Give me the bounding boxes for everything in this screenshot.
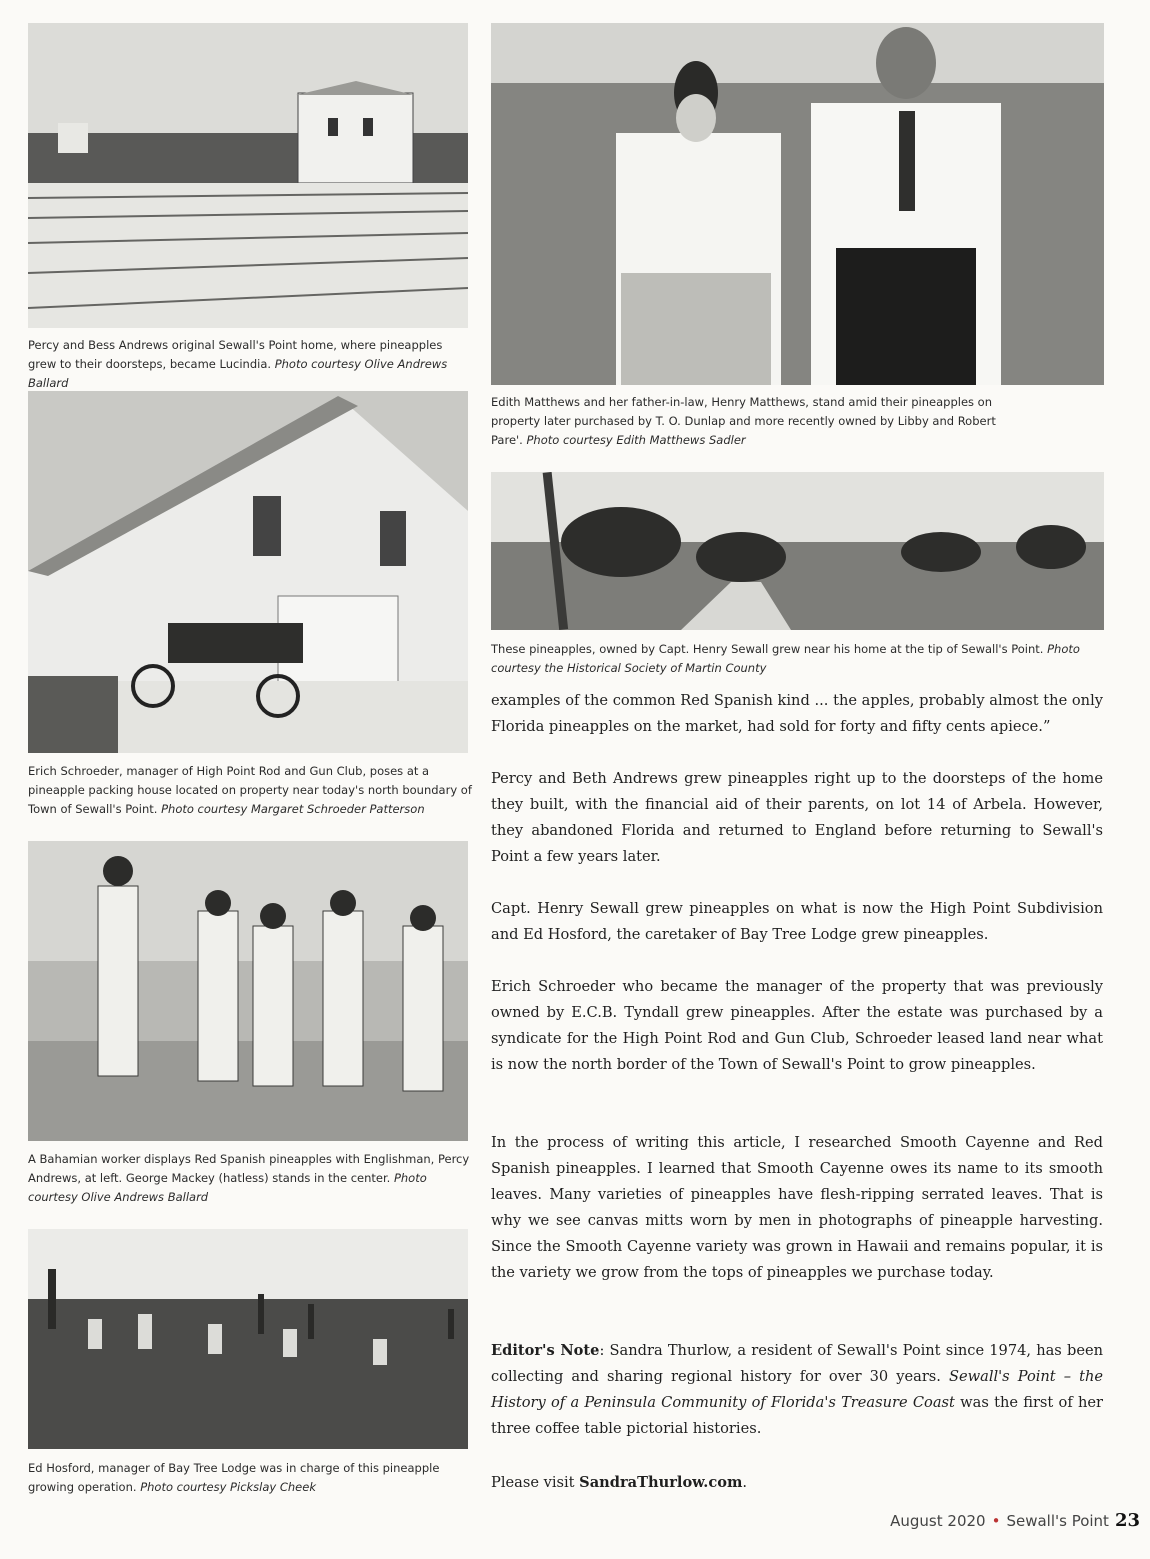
book-title: Sewall's Point – the History of a Peninsula Community of Florida's Treasure Coast — [491, 1368, 1103, 1411]
editors-note-label: Editor's Note — [491, 1342, 600, 1359]
page-footer — [890, 1510, 1140, 1531]
editors-note: Editor's Note: Sandra Thurlow, a resident of Sewall's Point since 1974, has been collecting and sharing regional history for over 30 years. Sewall's Point – the History of a Peninsula Community of Florida's Treasure Coast was the first of her three coffee table pictorial histories. — [491, 1342, 1103, 1437]
footer-publication: Sewall's Point — [1006, 1512, 1109, 1530]
article-paragraph-3: Capt. Henry Sewall grew pineapples on what is now the High Point Subdivision and Ed Hosford, the caretaker of Bay Tree Lodge grew pineapples. — [491, 900, 1103, 943]
footer-separator: • — [991, 1512, 1001, 1530]
photo-matthews — [491, 23, 1104, 385]
visit-line: Please visit SandraThurlow.com. — [491, 1474, 748, 1491]
caption-sewall-pineapples: These pineapples, owned by Capt. Henry Sewall grew near his home at the tip of Sewall's Point. Photo courtesy the Historical Society of Martin County — [491, 642, 1080, 675]
photo-bahamian-worker — [28, 841, 468, 1141]
footer-date: August 2020 — [890, 1512, 986, 1530]
photo-sewall-pineapples — [491, 472, 1104, 630]
caption-hosford-operation: Ed Hosford, manager of Bay Tree Lodge was in charge of this pineapple growing operation. Photo courtesy Pickslay Cheek — [28, 1461, 440, 1494]
article-paragraph-5: In the process of writing this article, I researched Smooth Cayenne and Red Spanish pineapples. I learned that Smooth Cayenne owes its name to its smooth leaves. Many varieties of pineapples have flesh-ripping serrated leaves. That is why we see canvas mitts worn by men in photographs of pineapple harvesting. Since the Smooth Cayenne variety was grown in Hawaii and remains popular, it is the variety we grow from the tops of pineapples we purchase today. — [491, 1134, 1103, 1281]
page-number: 23 — [1114, 1510, 1140, 1531]
photo-hosford-operation — [28, 1229, 468, 1449]
photo-packing-house — [28, 391, 468, 753]
website-link[interactable]: SandraThurlow.com — [579, 1474, 743, 1491]
caption-matthews: Edith Matthews and her father-in-law, Henry Matthews, stand amid their pineapples on property later purchased by T. O. Dunlap and more recently owned by Libby and Robert Pare'. Photo courtesy Edith Matthews Sadler — [491, 395, 996, 447]
caption-andrews-home: Percy and Bess Andrews original Sewall's Point home, where pineapples grew to their doorsteps, became Lucindia. Photo courtesy Olive Andrews Ballard — [28, 338, 448, 390]
article-paragraph-1: examples of the common Red Spanish kind ... the apples, probably almost the only Florida pineapples on the market, had sold for forty and fifty cents apiece.” — [491, 692, 1103, 735]
caption-packing-house: Erich Schroeder, manager of High Point Rod and Gun Club, poses at a pineapple packing house located on property near today's north boundary of Town of Sewall's Point. Photo courtesy Margaret Schroeder Patterson — [28, 764, 472, 816]
caption-bahamian-worker: A Bahamian worker displays Red Spanish pineapples with Englishman, Percy Andrews, at left. George Mackey (hatless) stands in the center. Photo courtesy Olive Andrews Ballard — [28, 1152, 470, 1204]
photo-andrews-home — [28, 23, 468, 328]
article-paragraph-2: Percy and Beth Andrews grew pineapples right up to the doorsteps of the home they built, with the financial aid of their parents, on lot 14 of Arbela. However, they abandoned Florida and returned to England before returning to Sewall's Point a few years later. — [491, 770, 1103, 865]
article-paragraph-4: Erich Schroeder who became the manager of the property that was previously owned by E.C.B. Tyndall grew pineapples. After the estate was purchased by a syndicate for the High Point Rod and Gun Club, Schroeder leased land near what is now the north border of the Town of Sewall's Point to grow pineapples. — [491, 978, 1103, 1073]
